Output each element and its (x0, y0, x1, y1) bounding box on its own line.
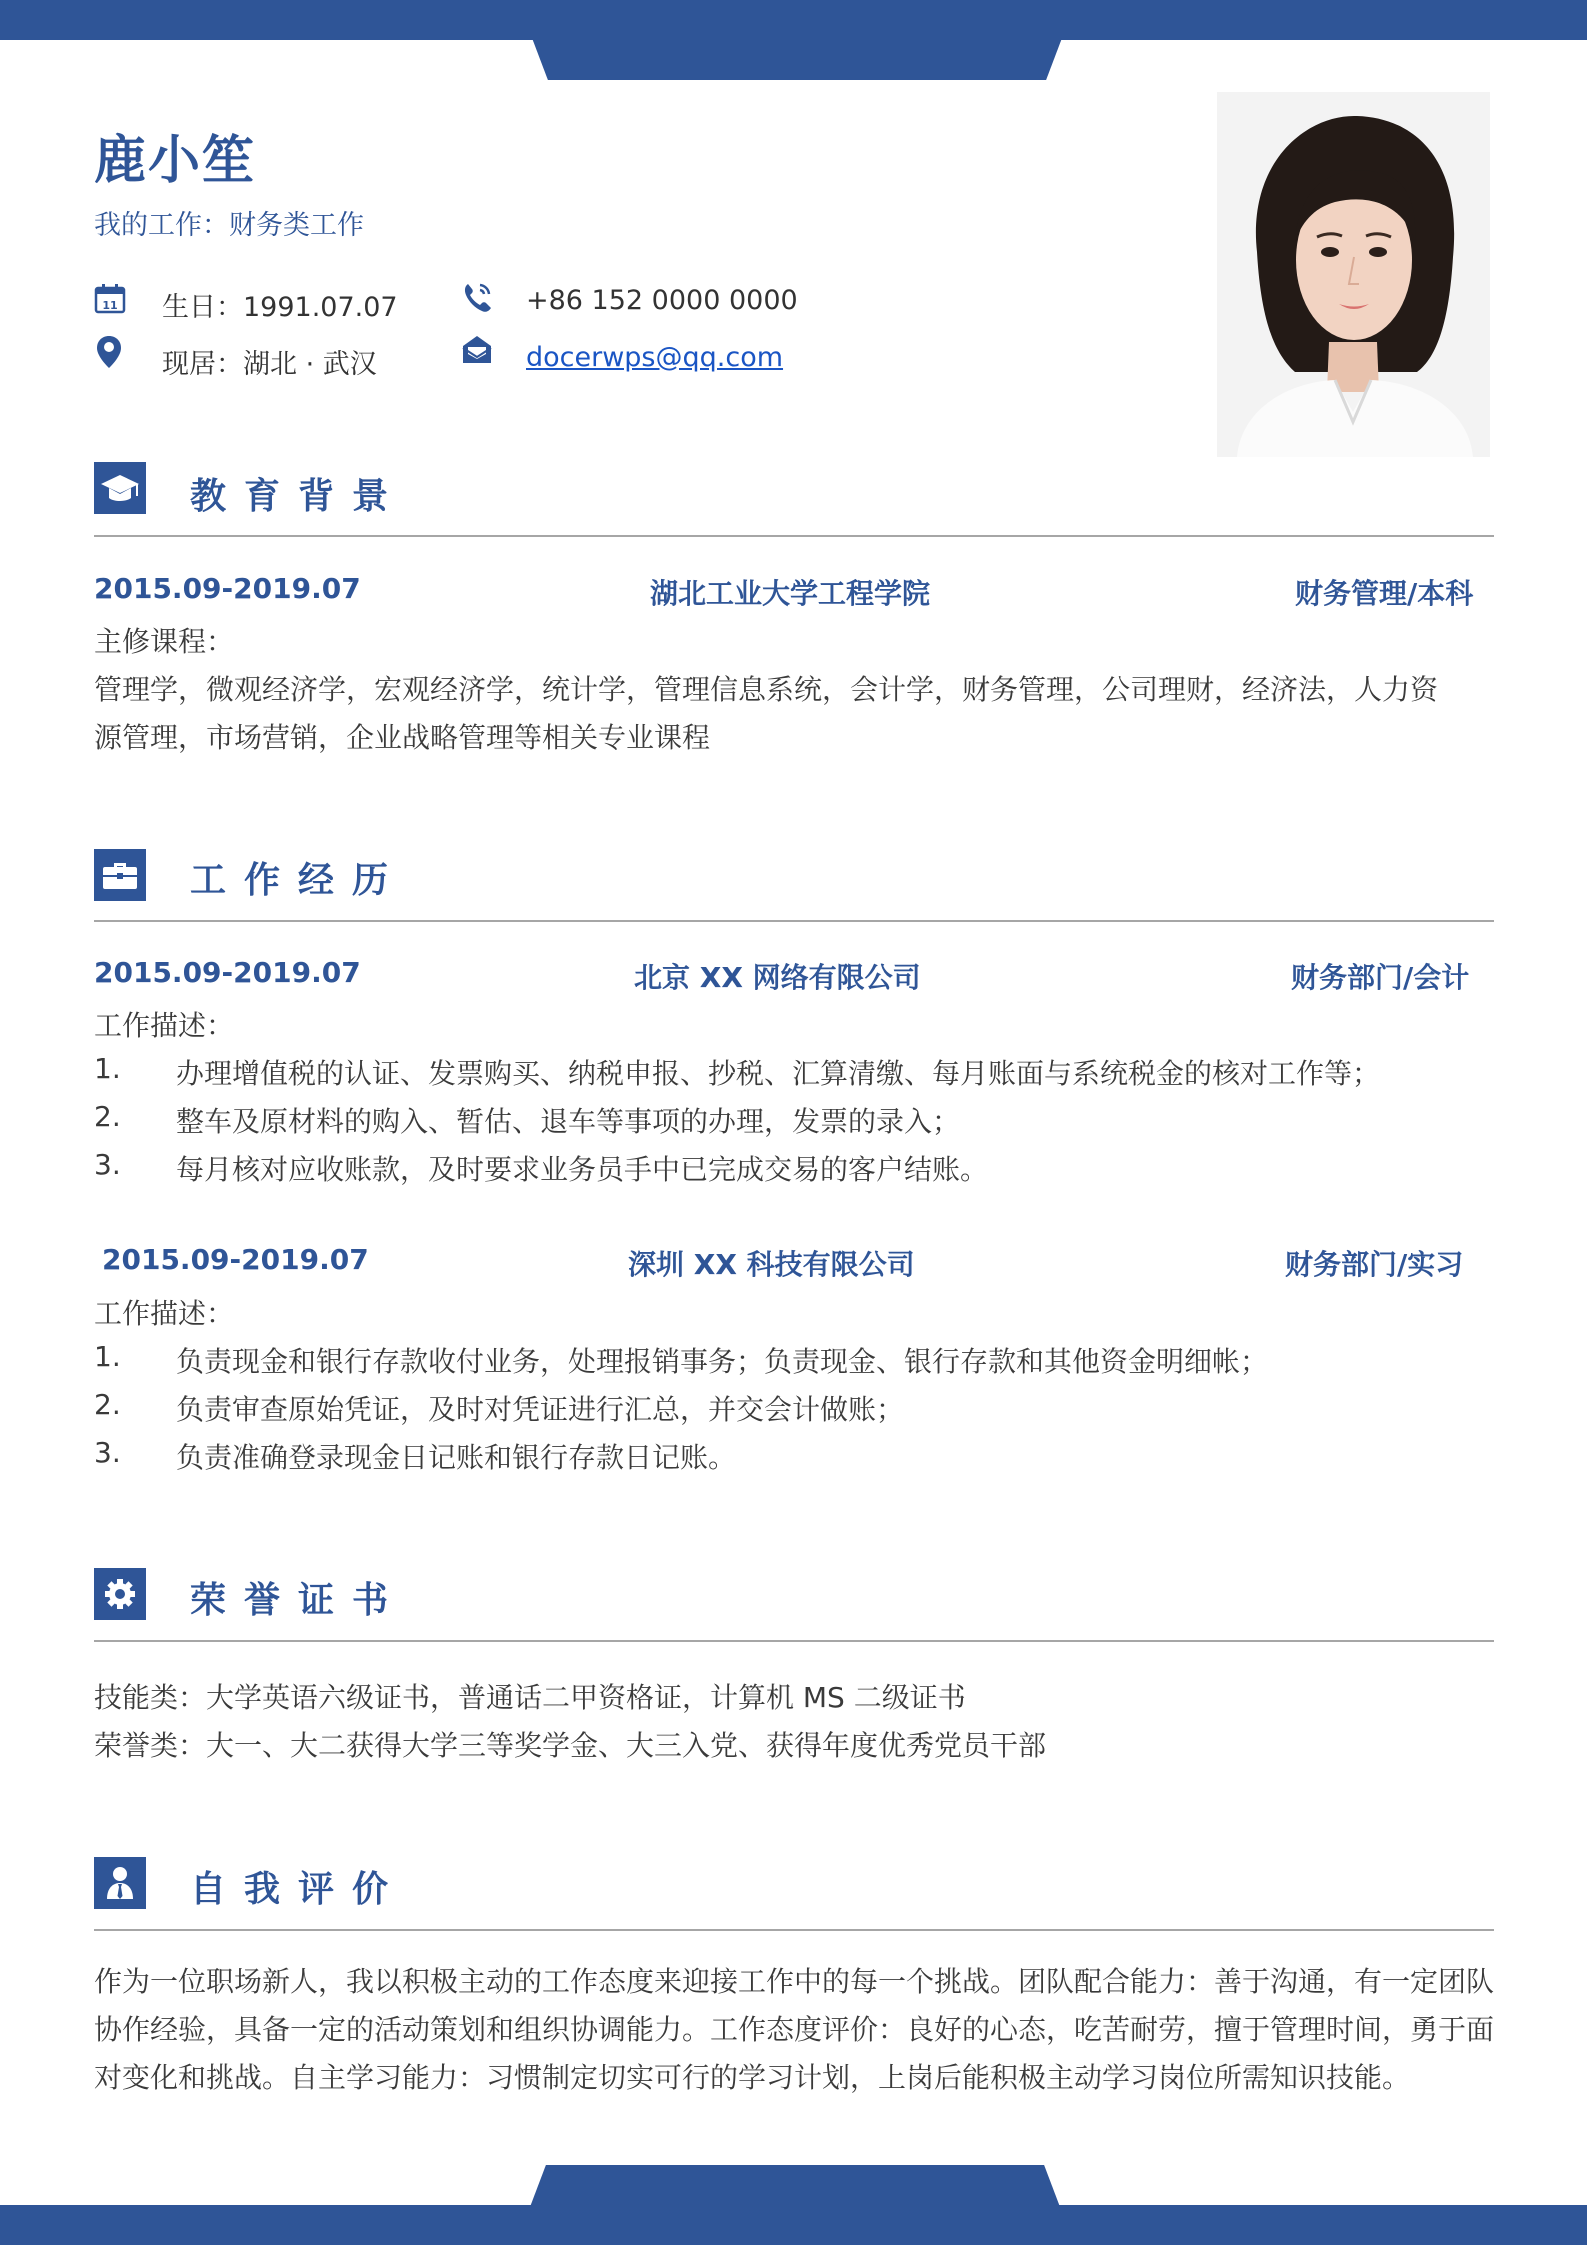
portrait-illustration (1217, 92, 1490, 457)
gear-icon (94, 1568, 146, 1620)
education-degree: 财务管理/本科 (1295, 577, 1474, 610)
list-number: 1. (94, 1052, 121, 1085)
job-period: 2015.09-2019.07 (94, 956, 361, 989)
envelope-icon (461, 334, 493, 366)
education-period: 2015.09-2019.07 (94, 572, 361, 605)
job-company: 北京 XX 网络有限公司 (634, 961, 921, 994)
list-number: 1. (94, 1340, 121, 1373)
calendar-day: 11 (102, 299, 118, 312)
current-location: 现居：湖北 · 武汉 (162, 349, 377, 380)
work-title: 工作经历 (190, 860, 407, 901)
profile-photo (1217, 92, 1490, 457)
courses-line-1: 管理学，微观经济学，宏观经济学，统计学，管理信息系统，会计学，财务管理，公司理财，经济法，人力资 (94, 673, 1439, 706)
list-number: 2. (94, 1100, 121, 1133)
courses-label: 主修课程： (94, 625, 235, 658)
graduation-cap-icon (94, 462, 146, 514)
bottom-band (0, 2205, 1587, 2245)
job-role: 财务部门/会计 (1291, 961, 1470, 994)
job-desc-label: 工作描述： (94, 1009, 235, 1042)
list-item: 办理增值税的认证、发票购买、纳税申报、抄税、汇算清缴、每月账面与系统税金的核对工作等； (176, 1057, 1381, 1090)
education-divider (94, 535, 1494, 537)
candidate-name: 鹿小笙 (94, 131, 257, 191)
phone-icon (461, 281, 493, 315)
list-number: 2. (94, 1388, 121, 1421)
list-item: 整车及原材料的购入、暂估、退车等事项的办理，发票的录入； (176, 1105, 961, 1138)
list-number: 3. (94, 1148, 121, 1181)
job-company: 深圳 XX 科技有限公司 (628, 1248, 915, 1281)
birthday: 生日：1991.07.07 (162, 292, 398, 323)
email-link[interactable] (526, 342, 783, 373)
phone-number: +86 152 0000 0000 (526, 285, 798, 316)
top-tab-decoration (532, 38, 1062, 80)
honors-title: 荣誉证书 (190, 1580, 407, 1621)
list-number: 3. (94, 1436, 121, 1469)
top-band (0, 0, 1587, 40)
list-item: 负责现金和银行存款收付业务，处理报销事务；负责现金、银行存款和其他资金明细帐； (176, 1345, 1269, 1378)
email-address[interactable]: docerwps@qq.com (526, 342, 784, 373)
list-item: 负责审查原始凭证，及时对凭证进行汇总，并交会计做账； (176, 1393, 905, 1426)
education-title: 教育背景 (190, 476, 407, 517)
education-school: 湖北工业大学工程学院 (650, 577, 931, 610)
self-divider (94, 1929, 1494, 1931)
self-evaluation-text: 作为一位职场新人，我以积极主动的工作态度来迎接工作中的每一个挑战。团队配合能力：善于沟通，有一定团队协作经验，具备一定的活动策划和组织协调能力。工作态度评价：良好的心态，吃苦耐劳，擅于管理时间，勇于面对变化和挑战。自主学习能力：习惯制定切实可行的学习计划，上岗后能积极主动学习岗位所需知识技能。 (94, 1965, 1495, 2094)
person-icon (94, 1857, 146, 1909)
list-item: 每月核对应收账款，及时要求业务员手中已完成交易的客户结账。 (176, 1153, 989, 1186)
self-icon-box (94, 1857, 146, 1909)
honors-icon-box (94, 1568, 146, 1620)
list-item: 负责准确登录现金日记账和银行存款日记账。 (176, 1441, 737, 1474)
honors-divider (94, 1640, 1494, 1642)
self-title: 自我评价 (190, 1869, 407, 1910)
job-role: 财务部门/实习 (1285, 1248, 1464, 1281)
calendar-icon (94, 283, 126, 315)
location-pin-icon (96, 335, 122, 369)
briefcase-icon (94, 849, 146, 901)
education-icon-box (94, 462, 146, 514)
skills-certificates: 技能类：大学英语六级证书，普通话二甲资格证，计算机 MS 二级证书 (94, 1681, 966, 1714)
bottom-tab-decoration (530, 2165, 1060, 2207)
work-icon-box (94, 849, 146, 901)
job-desc-label: 工作描述： (94, 1297, 235, 1330)
job-period: 2015.09-2019.07 (102, 1243, 369, 1276)
job-target: 我的工作：财务类工作 (94, 210, 364, 241)
work-divider (94, 920, 1494, 922)
courses-line-2: 源管理，市场营销，企业战略管理等相关专业课程 (94, 721, 711, 754)
awards: 荣誉类：大一、大二获得大学三等奖学金、大三入党、获得年度优秀党员干部 (94, 1729, 1047, 1762)
